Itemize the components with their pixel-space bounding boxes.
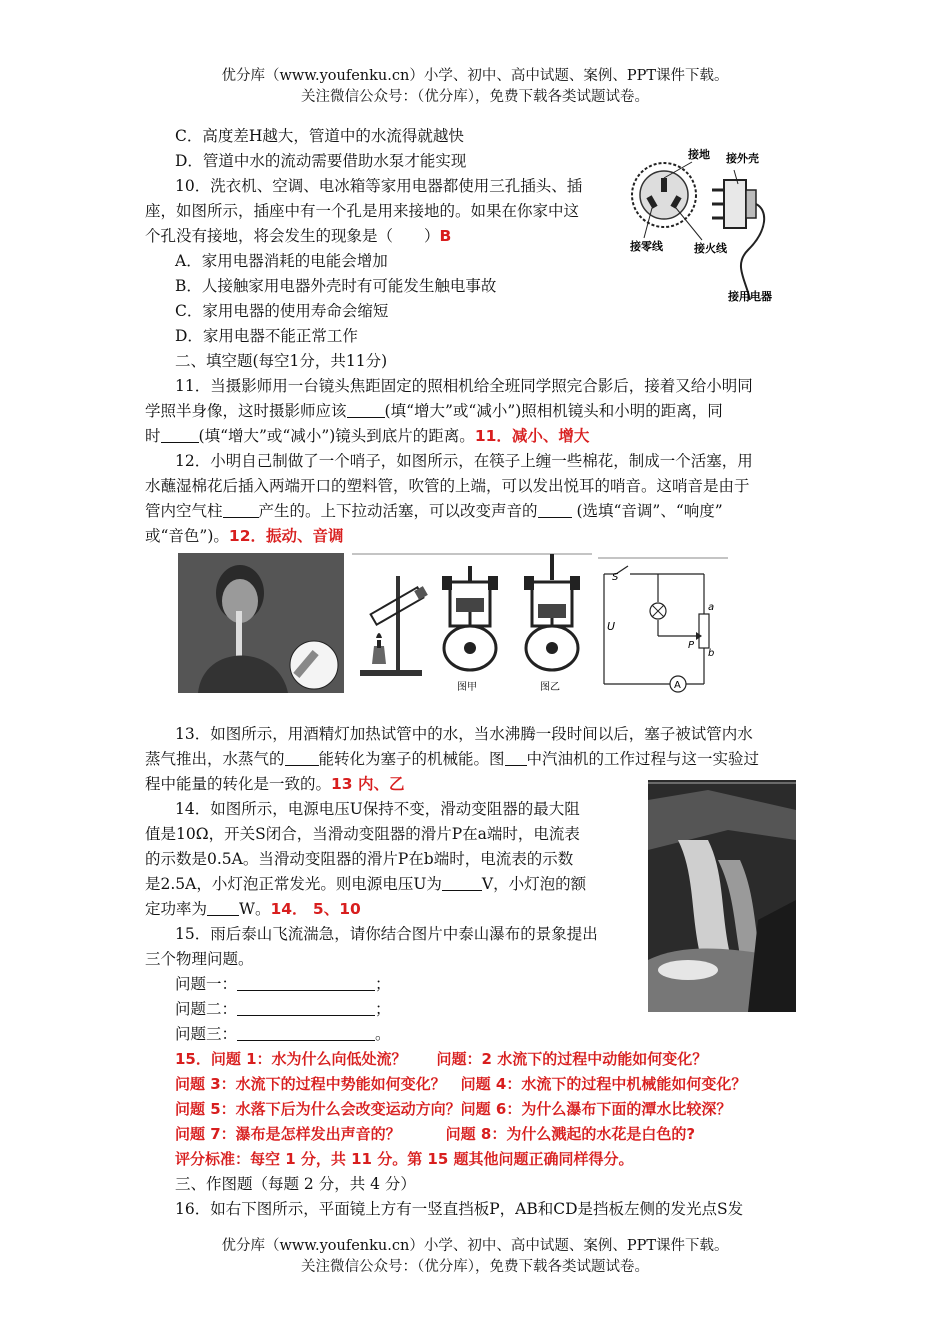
waterfall-photo bbox=[648, 780, 796, 1012]
q15-blank-3[interactable] bbox=[237, 1024, 375, 1041]
q13-blank-1[interactable] bbox=[285, 749, 319, 766]
q9-option-c: C．高度差H越大，管道中的水流得就越快 bbox=[175, 127, 464, 145]
q13-blank-2[interactable] bbox=[505, 749, 527, 766]
q13-answer: 13 内、乙 bbox=[331, 775, 405, 793]
page-header-line1: 优分库（www.youfenku.cn）小学、初中、高中试题、案例、PPT课件下载。 bbox=[221, 68, 729, 84]
q11-text-line3: 时 (填“增大”或“减小”)镜头到底片的距离。11．减小、增大 bbox=[145, 427, 590, 445]
engine-b-caption: 图乙 bbox=[540, 682, 560, 693]
q10-option-c: C．家用电器的使用寿命会缩短 bbox=[175, 302, 389, 320]
q16-text-line1: 16．如右下图所示，平面镜上方有一竖直挡板P，AB和CD是挡板左侧的发光点S发 bbox=[175, 1200, 744, 1218]
q11-text-line1: 11．当摄影师用一台镜头焦距固定的照相机给全班同学照完合影后，接着又给小明同 bbox=[175, 377, 753, 395]
terminal-a-label: a bbox=[708, 602, 715, 613]
q15-answer-line4: 问题 7：瀑布是怎样发出声音的？ 问题 8：为什么溅起的水花是白色的? bbox=[175, 1125, 696, 1143]
page-footer-line2: 关注微信公众号：（优分库），免费下载各类试题试卷。 bbox=[301, 1259, 649, 1275]
q12-text-line4: 或“音色”)。12．振动、音调 bbox=[145, 527, 344, 545]
q10-option-d: D．家用电器不能正常工作 bbox=[175, 327, 358, 345]
q14-text-line2: 值是10Ω，开关S闭合，当滑动变阻器的滑片P在a端时，电流表 bbox=[145, 825, 580, 843]
q13-text-line1: 13．如图所示，用酒精灯加热试管中的水，当水沸腾一段时间以后，塞子被试管内水 bbox=[175, 725, 753, 743]
page-header-line2: 关注微信公众号：（优分库），免费下载各类试题试卷。 bbox=[301, 89, 649, 105]
q14-text-line4: 是2.5A，小灯泡正常发光。则电源电压U为 V，小灯泡的额 bbox=[145, 875, 587, 893]
q15-text-line1: 15．雨后泰山飞流湍急，请你结合图片中泰山瀑布的景象提出 bbox=[175, 925, 598, 943]
q12-text-line2: 水蘸湿棉花后插入两端开口的塑料管，吹管的上端，可以发出悦耳的哨音。这哨音是由于 bbox=[145, 477, 750, 495]
q12-blank-2[interactable] bbox=[538, 501, 572, 518]
q15-blank-2[interactable] bbox=[237, 999, 375, 1016]
q15-blank-1[interactable] bbox=[237, 974, 375, 991]
q10-text-line1: 10．洗衣机、空调、电冰箱等家用电器都使用三孔插头、插 bbox=[175, 177, 583, 195]
q10-answer: B bbox=[439, 227, 452, 245]
voltage-label: U bbox=[607, 620, 616, 633]
engine-a-caption: 图甲 bbox=[457, 682, 477, 693]
q13-text-line2: 蒸气推出，水蒸气的 能转化为塞子的机械能。图 中汽油机的工作过程与这一实验过 bbox=[145, 750, 760, 768]
q14-text-line3: 的示数是0.5A。当滑动变阻器的滑片P在b端时，电流表的示数 bbox=[145, 850, 574, 868]
q15-problem-2: 问题二： ； bbox=[175, 1000, 391, 1018]
q11-blank-1[interactable] bbox=[347, 401, 385, 418]
slider-p-label: P bbox=[688, 640, 695, 651]
q14-blank-2[interactable] bbox=[207, 899, 239, 916]
q15-answer-line2: 问题 3：水流下的过程中势能如何变化？ 问题 4：水流下的过程中机械能如何变化？ bbox=[175, 1075, 747, 1093]
engine-b bbox=[524, 554, 580, 670]
engine-a bbox=[442, 566, 498, 670]
label-appliance: 接用电器 bbox=[728, 290, 772, 303]
q15-answer-line1: 15．问题 1：水为什么向低处流？ 问题：2 水流下的过程中动能如何变化？ bbox=[175, 1050, 708, 1068]
q13-text-line3: 程中能量的转化是一致的。13 内、乙 bbox=[145, 775, 405, 793]
q15-problem-3: 问题三： 。 bbox=[175, 1025, 391, 1043]
switch-label: S bbox=[612, 572, 619, 583]
label-live: 接火线 bbox=[694, 242, 727, 255]
experiment-figures bbox=[352, 552, 592, 697]
q9-option-d: D．管道中水的流动需要借助水泵才能实现 bbox=[175, 152, 467, 170]
ammeter-label: A bbox=[674, 680, 681, 691]
q10-option-b: B．人接触家用电器外壳时有可能发生触电事故 bbox=[175, 277, 497, 295]
q12-text-line3: 管内空气柱 产生的。上下拉动活塞，可以改变声音的 (选填“音调”、“响度” bbox=[145, 502, 723, 520]
q15-text-line2: 三个物理问题。 bbox=[145, 950, 254, 968]
q10-text-line2: 座，如图所示，插座中有一个孔是用来接地的。如果在你家中这 bbox=[145, 202, 580, 220]
q11-answer: 11．减小、增大 bbox=[474, 427, 590, 445]
section-3-title: 三、作图题（每题 2 分，共 4 分） bbox=[175, 1175, 416, 1193]
q10-option-a: A．家用电器消耗的电能会增加 bbox=[175, 252, 388, 270]
whistle-photo bbox=[178, 553, 344, 693]
q11-text-line2: 学照半身像，这时摄影师应该 (填“增大”或“减小”)照相机镜头和小明的距离，同 bbox=[145, 402, 723, 420]
q15-scoring: 评分标准：每空 1 分，共 11 分。第 15 题其他问题正确同样得分。 bbox=[175, 1150, 634, 1168]
q15-problem-1: 问题一： ； bbox=[175, 975, 391, 993]
section-2-title: 二、填空题(每空1分，共11分) bbox=[175, 352, 388, 370]
q14-text-line5: 定功率为 W。14． 5、10 bbox=[145, 900, 361, 918]
socket-figure bbox=[628, 140, 788, 308]
terminal-b-label: b bbox=[708, 648, 715, 659]
label-shell: 接外壳 bbox=[726, 152, 759, 165]
label-ground: 接地 bbox=[688, 148, 710, 161]
q12-answer: 12．振动、音调 bbox=[228, 527, 344, 545]
q11-blank-2[interactable] bbox=[161, 426, 199, 443]
q12-text-line1: 12．小明自己制做了一个哨子，如图所示，在筷子上缠一些棉花，制成一个活塞，用 bbox=[175, 452, 753, 470]
circuit-diagram bbox=[598, 556, 728, 696]
q14-answer: 14． 5、10 bbox=[270, 900, 361, 918]
q15-answer-line3: 问题 5：水落下后为什么会改变运动方向？问题 6：为什么瀑布下面的潭水比较深？ bbox=[175, 1100, 732, 1118]
q14-text-line1: 14．如图所示，电源电压U保持不变，滑动变阻器的最大阻 bbox=[175, 800, 580, 818]
q10-text-line3: 个孔没有接地，将会发生的现象是（ ）B bbox=[145, 227, 452, 245]
page-footer-line1: 优分库（www.youfenku.cn）小学、初中、高中试题、案例、PPT课件下载。 bbox=[221, 1238, 729, 1254]
q14-blank-1[interactable] bbox=[442, 874, 482, 891]
label-neutral: 接零线 bbox=[630, 240, 663, 253]
q12-blank-1[interactable] bbox=[223, 501, 259, 518]
